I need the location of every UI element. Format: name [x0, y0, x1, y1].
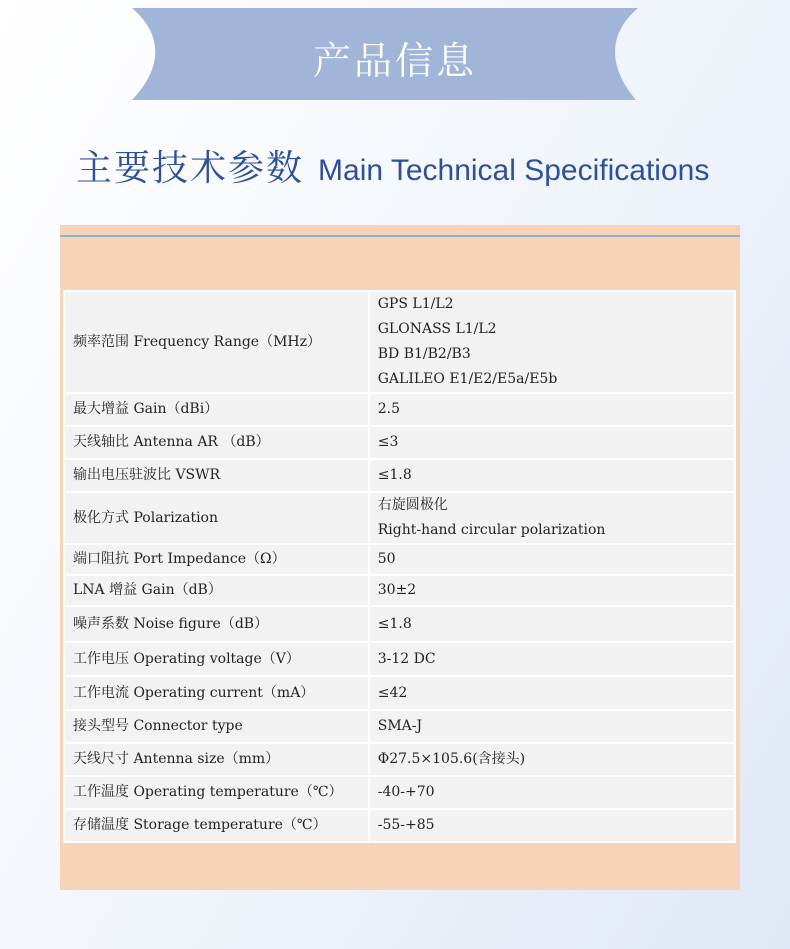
spec-param: 存储温度 Storage temperature（℃）: [64, 809, 369, 842]
spec-value: [369, 642, 735, 676]
spec-value-line: 右旋圆极化: [377, 497, 448, 513]
spec-row: [64, 575, 735, 606]
spec-row: [64, 776, 735, 809]
spec-row: [64, 676, 735, 710]
spec-value: [369, 393, 735, 426]
spec-value-line: GALILEO E1/E2/E5a/E5b: [377, 371, 558, 387]
spec-param: 输出电压驻波比 VSWR: [64, 459, 369, 492]
spec-value-line: 30±2: [377, 582, 417, 598]
spec-row: [64, 809, 735, 842]
spec-value-line: BD B1/B2/B3: [377, 346, 471, 362]
spec-row: [64, 291, 735, 393]
spec-value-line: SMA-J: [377, 718, 423, 734]
spec-row: [64, 393, 735, 426]
spec-value: [369, 710, 735, 743]
spec-value: [369, 809, 735, 842]
spec-value-line: Φ27.5×105.6(含接头): [377, 751, 526, 767]
spec-value-line: ≤1.8: [377, 615, 412, 632]
spec-value: [369, 291, 735, 393]
spec-value: [369, 575, 735, 606]
spec-value-line: ≤3: [377, 434, 399, 450]
spec-param: 接头型号 Connector type: [64, 710, 369, 743]
spec-row: [64, 544, 735, 575]
spec-param: 噪声系数 Noise figure（dB）: [64, 606, 369, 642]
panel-divider: [60, 235, 740, 237]
spec-param: LNA 增益 Gain（dB）: [64, 575, 369, 606]
spec-value: [369, 459, 735, 492]
spec-value: [369, 676, 735, 710]
spec-value-line: -40-+70: [377, 784, 435, 800]
spec-param: 频率范围 Frequency Range（MHz）: [64, 291, 369, 393]
section-heading: [76, 140, 756, 191]
spec-row: [64, 642, 735, 676]
spec-table: [63, 290, 736, 843]
spec-param: 天线轴比 Antenna AR （dB）: [64, 426, 369, 459]
spec-value-line: 2.5: [377, 401, 401, 417]
spec-row: [64, 426, 735, 459]
spec-value: [369, 492, 735, 544]
spec-param: 最大增益 Gain（dBi）: [64, 393, 369, 426]
spec-value: [369, 544, 735, 575]
spec-value-line: GLONASS L1/L2: [377, 321, 497, 337]
banner-title: 产品信息: [312, 39, 477, 83]
spec-panel: [60, 225, 740, 890]
spec-param: 工作电流 Operating current（mA）: [64, 676, 369, 710]
spec-param: 天线尺寸 Antenna size（mm）: [64, 743, 369, 776]
spec-param: 工作电压 Operating voltage（V）: [64, 642, 369, 676]
spec-value-line: ≤42: [377, 684, 408, 701]
spec-row: [64, 606, 735, 642]
spec-value-line: -55-+85: [377, 817, 435, 833]
spec-value: [369, 426, 735, 459]
spec-value-line: GPS L1/L2: [377, 296, 454, 312]
spec-value-line: 3-12 DC: [377, 650, 436, 667]
spec-param: 工作温度 Operating temperature（℃）: [64, 776, 369, 809]
spec-value-line: Right-hand circular polarization: [377, 522, 606, 538]
spec-value-line: ≤1.8: [377, 467, 412, 483]
section-heading-en: Main Technical Specifications: [318, 154, 710, 187]
spec-value: [369, 776, 735, 809]
spec-row: [64, 743, 735, 776]
spec-param: 端口阻抗 Port Impedance（Ω）: [64, 544, 369, 575]
banner: [0, 0, 790, 110]
spec-value: [369, 743, 735, 776]
spec-value: [369, 606, 735, 642]
spec-value-line: 50: [377, 551, 396, 567]
spec-param: 极化方式 Polarization: [64, 492, 369, 544]
section-heading-cn: 主要技术参数: [76, 148, 305, 189]
spec-row: [64, 492, 735, 544]
spec-row: [64, 710, 735, 743]
spec-row: [64, 459, 735, 492]
